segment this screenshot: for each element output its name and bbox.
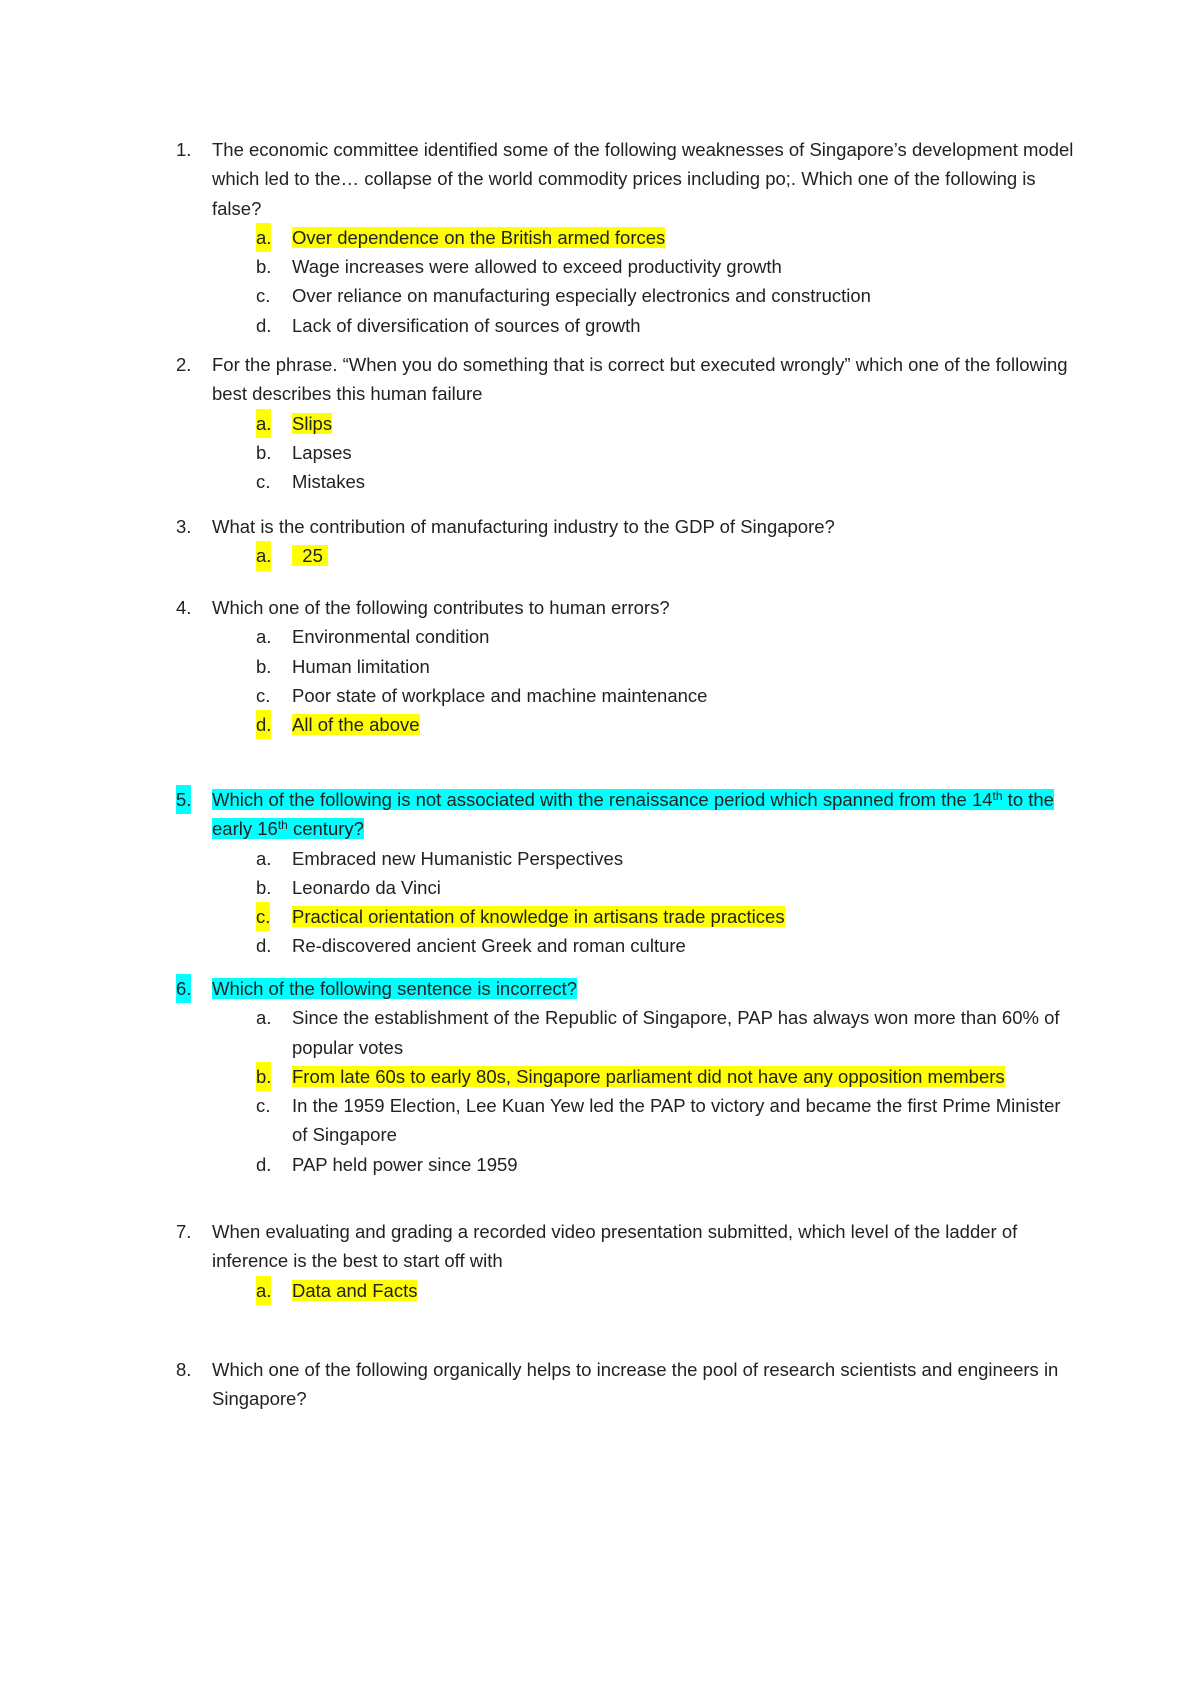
question-6 [176, 974, 1076, 1179]
option-letter: c. [256, 902, 270, 931]
option-b [176, 1062, 1076, 1091]
option-text-answer: Over dependence on the British armed forces [292, 226, 666, 248]
option-text: Human limitation [292, 655, 430, 677]
question-number: 1. [176, 139, 192, 160]
option-d [176, 931, 1076, 960]
option-text: Poor state of workplace and machine maintenance [292, 684, 708, 706]
option-text: Since the establishment of the Republic of Singapore, PAP has always won more than 60% of popular votes [292, 1007, 1060, 1058]
option-letter: a. [256, 409, 271, 438]
option-text: Re-discovered ancient Greek and roman culture [292, 935, 686, 957]
option-a [176, 541, 1076, 570]
option-a [176, 622, 1076, 651]
option-text-answer: Slips [292, 412, 333, 434]
option-d [176, 1150, 1076, 1179]
option-letter: a. [256, 847, 272, 869]
option-d [176, 710, 1076, 739]
option-d [176, 311, 1076, 340]
option-letter: c. [256, 684, 271, 706]
option-text-answer: 25 [292, 545, 328, 566]
option-a [176, 223, 1076, 252]
option-text: PAP held power since 1959 [292, 1153, 518, 1175]
question-number: 7. [176, 1221, 192, 1242]
option-b [176, 252, 1076, 281]
option-letter: d. [256, 710, 271, 739]
question-5 [176, 785, 1076, 961]
option-b [176, 438, 1076, 467]
question-number: 4. [176, 597, 192, 618]
option-c [176, 681, 1076, 710]
option-c [176, 1091, 1076, 1150]
option-letter: a. [256, 541, 271, 570]
question-7 [176, 1217, 1076, 1305]
option-c [176, 281, 1076, 310]
option-b [176, 873, 1076, 902]
option-letter: c. [256, 1095, 271, 1117]
option-letter: a. [256, 223, 271, 252]
question-number: 8. [176, 1359, 192, 1380]
option-a [176, 844, 1076, 873]
option-text: Over reliance on manufacturing especially electronics and construction [292, 285, 871, 307]
question-8 [176, 1355, 1076, 1414]
option-text-answer: Data and Facts [292, 1279, 418, 1301]
option-b [176, 652, 1076, 681]
question-text: For the phrase. “When you do something that is correct but executed wrongly” which one of the following best describes this human failure [212, 354, 1068, 405]
option-letter: a. [256, 626, 272, 648]
option-a [176, 1276, 1076, 1305]
question-text: When evaluating and grading a recorded video presentation submitted, which level of the ladder of inference is the best to start off with [212, 1221, 1018, 1272]
option-text: Embraced new Humanistic Perspectives [292, 847, 624, 869]
question-text: Which of the following is not associated with the renaissance period which spanned from the 14th to the early 16th century? [212, 789, 1054, 840]
question-1 [176, 135, 1076, 340]
option-letter: c. [256, 471, 271, 493]
question-text: What is the contribution of manufacturing industry to the GDP of Singapore? [212, 516, 835, 537]
option-a [176, 409, 1076, 438]
question-number: 6. [176, 974, 191, 1003]
option-letter: d. [256, 935, 272, 957]
option-letter: d. [256, 314, 272, 336]
option-letter: a. [256, 1276, 271, 1305]
question-text: Which of the following sentence is incorrect? [212, 978, 578, 999]
question-number: 3. [176, 516, 192, 537]
option-text-answer: Practical orientation of knowledge in artisans trade practices [292, 906, 785, 928]
option-c [176, 467, 1076, 496]
option-text: Lapses [292, 441, 352, 463]
option-letter: b. [256, 441, 272, 463]
option-letter: b. [256, 876, 272, 898]
option-text: Lack of diversification of sources of growth [292, 314, 641, 336]
option-text: Mistakes [292, 471, 365, 493]
option-text: In the 1959 Election, Lee Kuan Yew led the PAP to victory and became the first Prime Minister of Singapore [292, 1095, 1061, 1146]
option-c [176, 902, 1076, 931]
option-letter: b. [256, 655, 272, 677]
question-3 [176, 512, 1076, 571]
question-text: Which one of the following organically helps to increase the pool of research scientists and engineers in Singapore? [212, 1359, 1059, 1410]
option-letter: d. [256, 1153, 272, 1175]
option-text-answer: All of the above [292, 714, 420, 736]
option-letter: a. [256, 1007, 272, 1029]
option-text-answer: From late 60s to early 80s, Singapore parliament did not have any opposition members [292, 1065, 1005, 1087]
option-text: Wage increases were allowed to exceed productivity growth [292, 256, 782, 278]
option-text: Leonardo da Vinci [292, 876, 441, 898]
option-a [176, 1003, 1076, 1062]
question-number: 5. [176, 785, 191, 814]
option-letter: b. [256, 256, 272, 278]
question-4 [176, 593, 1076, 739]
question-number: 2. [176, 354, 192, 375]
question-2 [176, 350, 1076, 496]
question-text: The economic committee identified some of the following weaknesses of Singapore’s development model which led to the… collapse of the world commodity prices including po;. Which one of the following is false? [212, 139, 1074, 219]
option-letter: b. [256, 1062, 271, 1091]
option-letter: c. [256, 285, 271, 307]
option-text: Environmental condition [292, 626, 490, 648]
question-text: Which one of the following contributes to human errors? [212, 597, 670, 618]
